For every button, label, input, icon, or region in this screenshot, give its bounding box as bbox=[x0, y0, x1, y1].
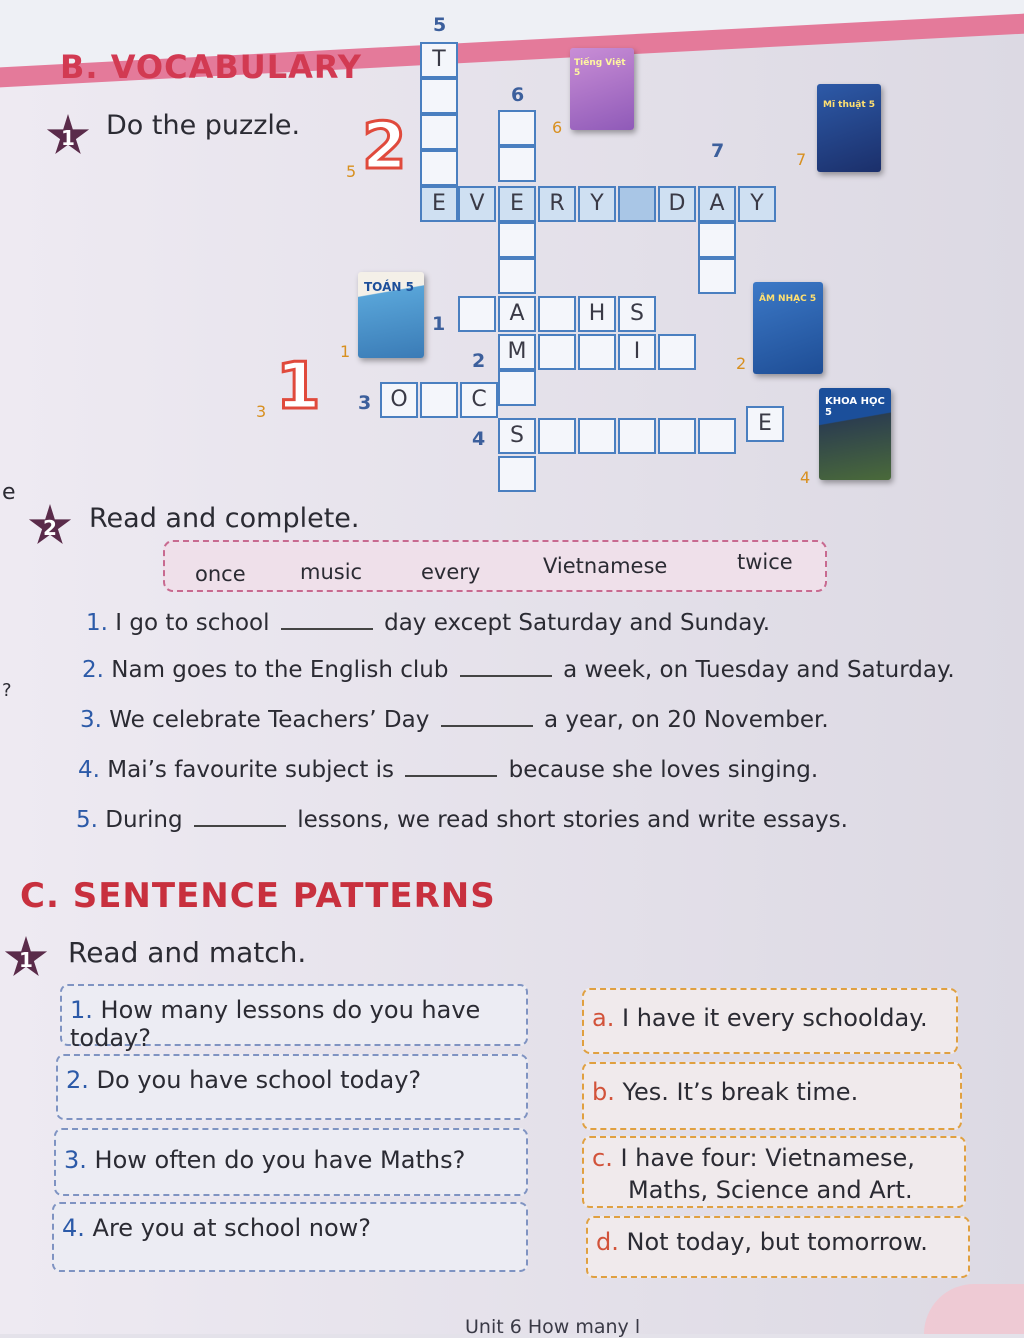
answer-text: I have it every schoolday. bbox=[621, 1004, 928, 1032]
question-number: 3. bbox=[64, 1146, 87, 1174]
word-option: every bbox=[421, 560, 481, 584]
question-box-2[interactable] bbox=[56, 1054, 528, 1120]
question-text: Do you have school today? bbox=[96, 1066, 422, 1094]
digit-number-5: 5 bbox=[346, 162, 357, 181]
crossword-cell[interactable] bbox=[698, 258, 736, 294]
answer-text: Yes. It’s break time. bbox=[622, 1078, 859, 1106]
answer-letter: d. bbox=[596, 1228, 619, 1256]
book-toan bbox=[358, 272, 424, 358]
clue-number-1: 1 bbox=[432, 313, 446, 335]
answer-box-b[interactable] bbox=[582, 1062, 962, 1130]
sentence-number: 1. bbox=[86, 610, 108, 636]
crossword-cell[interactable]: A bbox=[498, 296, 536, 332]
question-number: 4. bbox=[62, 1214, 85, 1242]
sentence-number: 5. bbox=[76, 807, 98, 833]
task-1-badge bbox=[46, 114, 90, 158]
book-number-2: 2 bbox=[736, 354, 747, 373]
crossword-cell[interactable] bbox=[698, 222, 736, 258]
section-c-task-1-number: 1 bbox=[19, 948, 33, 972]
digit-number-3: 3 bbox=[256, 402, 267, 421]
clue-number-7: 7 bbox=[711, 140, 725, 162]
clue-number-6: 6 bbox=[511, 84, 525, 106]
crossword-cell[interactable]: E bbox=[420, 186, 458, 222]
crossword-cell[interactable]: H bbox=[578, 296, 616, 332]
sentence-2 bbox=[82, 655, 955, 683]
crossword-cell[interactable] bbox=[658, 334, 696, 370]
sentence-number: 4. bbox=[78, 757, 100, 783]
section-c-task-1-badge bbox=[4, 936, 48, 980]
crossword-cell[interactable] bbox=[420, 114, 458, 150]
word-box bbox=[163, 540, 827, 592]
big-digit-1: 1 bbox=[276, 350, 321, 424]
sentence-number: 2. bbox=[82, 657, 104, 683]
sentence-text-before: Mai’s favourite subject is bbox=[107, 757, 395, 783]
crossword-cell[interactable] bbox=[578, 334, 616, 370]
footer-unit-title: Unit 6 How many l bbox=[465, 1316, 641, 1338]
margin-mark-q: ? bbox=[2, 680, 12, 701]
crossword-cell[interactable] bbox=[538, 296, 576, 332]
crossword-cell[interactable] bbox=[498, 222, 536, 258]
answer-blank[interactable] bbox=[460, 655, 552, 677]
word-option: twice bbox=[737, 550, 793, 574]
book-label: Tiếng Việt 5 bbox=[574, 58, 626, 78]
clue-number-4: 4 bbox=[472, 428, 486, 450]
crossword-cell[interactable] bbox=[420, 150, 458, 186]
answer-text-line-2: Maths, Science and Art. bbox=[628, 1176, 913, 1204]
book-label: ÂM NHẠC 5 bbox=[759, 294, 817, 304]
crossword-cell[interactable]: R bbox=[538, 186, 576, 222]
crossword-cell[interactable] bbox=[458, 296, 496, 332]
sentence-3 bbox=[80, 705, 829, 733]
answer-text: Not today, but tomorrow. bbox=[626, 1228, 928, 1256]
task-1-number: 1 bbox=[61, 126, 75, 150]
answer-blank[interactable] bbox=[281, 608, 373, 630]
book-number-4: 4 bbox=[800, 468, 811, 487]
crossword-cell[interactable] bbox=[658, 418, 696, 454]
word-option: Vietnamese bbox=[543, 554, 668, 578]
task-1-instruction: Do the puzzle. bbox=[106, 110, 301, 141]
crossword-cell[interactable] bbox=[498, 110, 536, 146]
answer-letter: c. bbox=[592, 1144, 613, 1172]
section-b-title: B. VOCABULARY bbox=[60, 48, 362, 86]
margin-mark-e: e bbox=[2, 480, 16, 505]
question-text: How often do you have Maths? bbox=[94, 1146, 466, 1174]
book-label: KHOA HỌC 5 bbox=[825, 396, 885, 418]
crossword-cell[interactable] bbox=[698, 418, 736, 454]
sentence-text-before: During bbox=[105, 807, 183, 833]
crossword-cell[interactable] bbox=[498, 456, 536, 492]
answer-blank[interactable] bbox=[441, 705, 533, 727]
answer-box-d[interactable] bbox=[586, 1216, 970, 1278]
sentence-5 bbox=[76, 805, 848, 833]
answer-blank[interactable] bbox=[194, 805, 286, 827]
sentence-text-before: We celebrate Teachers’ Day bbox=[109, 707, 430, 733]
crossword-cell[interactable] bbox=[538, 334, 576, 370]
sentence-text-after: a week, on Tuesday and Saturday. bbox=[563, 657, 955, 683]
question-number: 2. bbox=[66, 1066, 89, 1094]
book-label: TOÁN 5 bbox=[364, 280, 414, 294]
crossword-cell[interactable] bbox=[498, 370, 536, 406]
sentence-number: 3. bbox=[80, 707, 102, 733]
book-label: Mĩ thuật 5 bbox=[823, 100, 876, 110]
crossword-cell[interactable] bbox=[538, 418, 576, 454]
crossword-cell[interactable]: Y bbox=[578, 186, 616, 222]
book-mi-thuat bbox=[817, 84, 881, 172]
crossword-cell[interactable]: Y bbox=[738, 186, 776, 222]
book-number-6: 6 bbox=[552, 118, 563, 137]
crossword-cell[interactable]: T bbox=[420, 42, 458, 78]
answer-letter: b. bbox=[592, 1078, 615, 1106]
crossword-cell[interactable]: E bbox=[746, 406, 784, 442]
crossword-cell[interactable] bbox=[618, 418, 656, 454]
sentence-text-before: I go to school bbox=[115, 610, 270, 636]
crossword-cell[interactable]: I bbox=[618, 334, 656, 370]
task-2-number: 2 bbox=[43, 516, 57, 540]
clue-number-2: 2 bbox=[472, 350, 486, 372]
question-number: 1. bbox=[70, 996, 93, 1024]
sentence-text-before: Nam goes to the English club bbox=[111, 657, 449, 683]
crossword-cell[interactable]: S bbox=[618, 296, 656, 332]
crossword-cell bbox=[618, 186, 656, 222]
book-am-nhac bbox=[753, 282, 823, 374]
crossword-cell[interactable] bbox=[498, 258, 536, 294]
sentence-4 bbox=[78, 755, 818, 783]
answer-box-a[interactable] bbox=[582, 988, 958, 1054]
task-2-instruction: Read and complete. bbox=[89, 503, 360, 534]
book-number-1: 1 bbox=[340, 342, 351, 361]
crossword-cell[interactable]: A bbox=[698, 186, 736, 222]
question-box-3[interactable] bbox=[54, 1128, 528, 1196]
clue-number-5: 5 bbox=[433, 14, 447, 36]
answer-box-c[interactable] bbox=[582, 1136, 966, 1208]
answer-letter: a. bbox=[592, 1004, 615, 1032]
sentence-1 bbox=[86, 608, 770, 636]
question-box-1[interactable] bbox=[60, 984, 528, 1052]
question-text: Are you at school now? bbox=[92, 1214, 372, 1242]
crossword-cell[interactable] bbox=[420, 382, 458, 418]
sentence-text-after: day except Saturday and Sunday. bbox=[384, 610, 771, 636]
crossword-cell[interactable]: D bbox=[658, 186, 696, 222]
crossword-cell[interactable] bbox=[578, 418, 616, 454]
crossword-cell[interactable]: E bbox=[498, 186, 536, 222]
answer-blank[interactable] bbox=[405, 755, 497, 777]
answer-text: I have four: Vietnamese, bbox=[620, 1144, 915, 1172]
clue-number-3: 3 bbox=[358, 392, 372, 414]
book-tieng-viet bbox=[570, 48, 634, 130]
crossword-cell[interactable]: M bbox=[498, 334, 536, 370]
crossword-cell[interactable]: V bbox=[458, 186, 496, 222]
task-2-badge bbox=[28, 504, 72, 548]
crossword-cell[interactable]: S bbox=[498, 418, 536, 454]
book-number-7: 7 bbox=[796, 150, 807, 169]
big-digit-2: 2 bbox=[362, 110, 407, 184]
section-c-task-1-instruction: Read and match. bbox=[68, 936, 307, 969]
sentence-text-after: a year, on 20 November. bbox=[543, 707, 829, 733]
book-khoa-hoc bbox=[819, 388, 891, 480]
sentence-text-after: because she loves singing. bbox=[508, 757, 819, 783]
crossword-cell[interactable] bbox=[498, 146, 536, 182]
question-text: How many lessons do you have today? bbox=[70, 996, 481, 1052]
sentence-text-after: lessons, we read short stories and write essays. bbox=[297, 807, 848, 833]
crossword-cell[interactable]: C bbox=[460, 382, 498, 418]
question-box-4[interactable] bbox=[52, 1202, 528, 1272]
crossword-cell[interactable]: O bbox=[380, 382, 418, 418]
word-option: once bbox=[195, 562, 246, 586]
section-c-title: C. SENTENCE PATTERNS bbox=[20, 876, 496, 916]
crossword-cell[interactable] bbox=[420, 78, 458, 114]
word-option: music bbox=[300, 560, 363, 584]
